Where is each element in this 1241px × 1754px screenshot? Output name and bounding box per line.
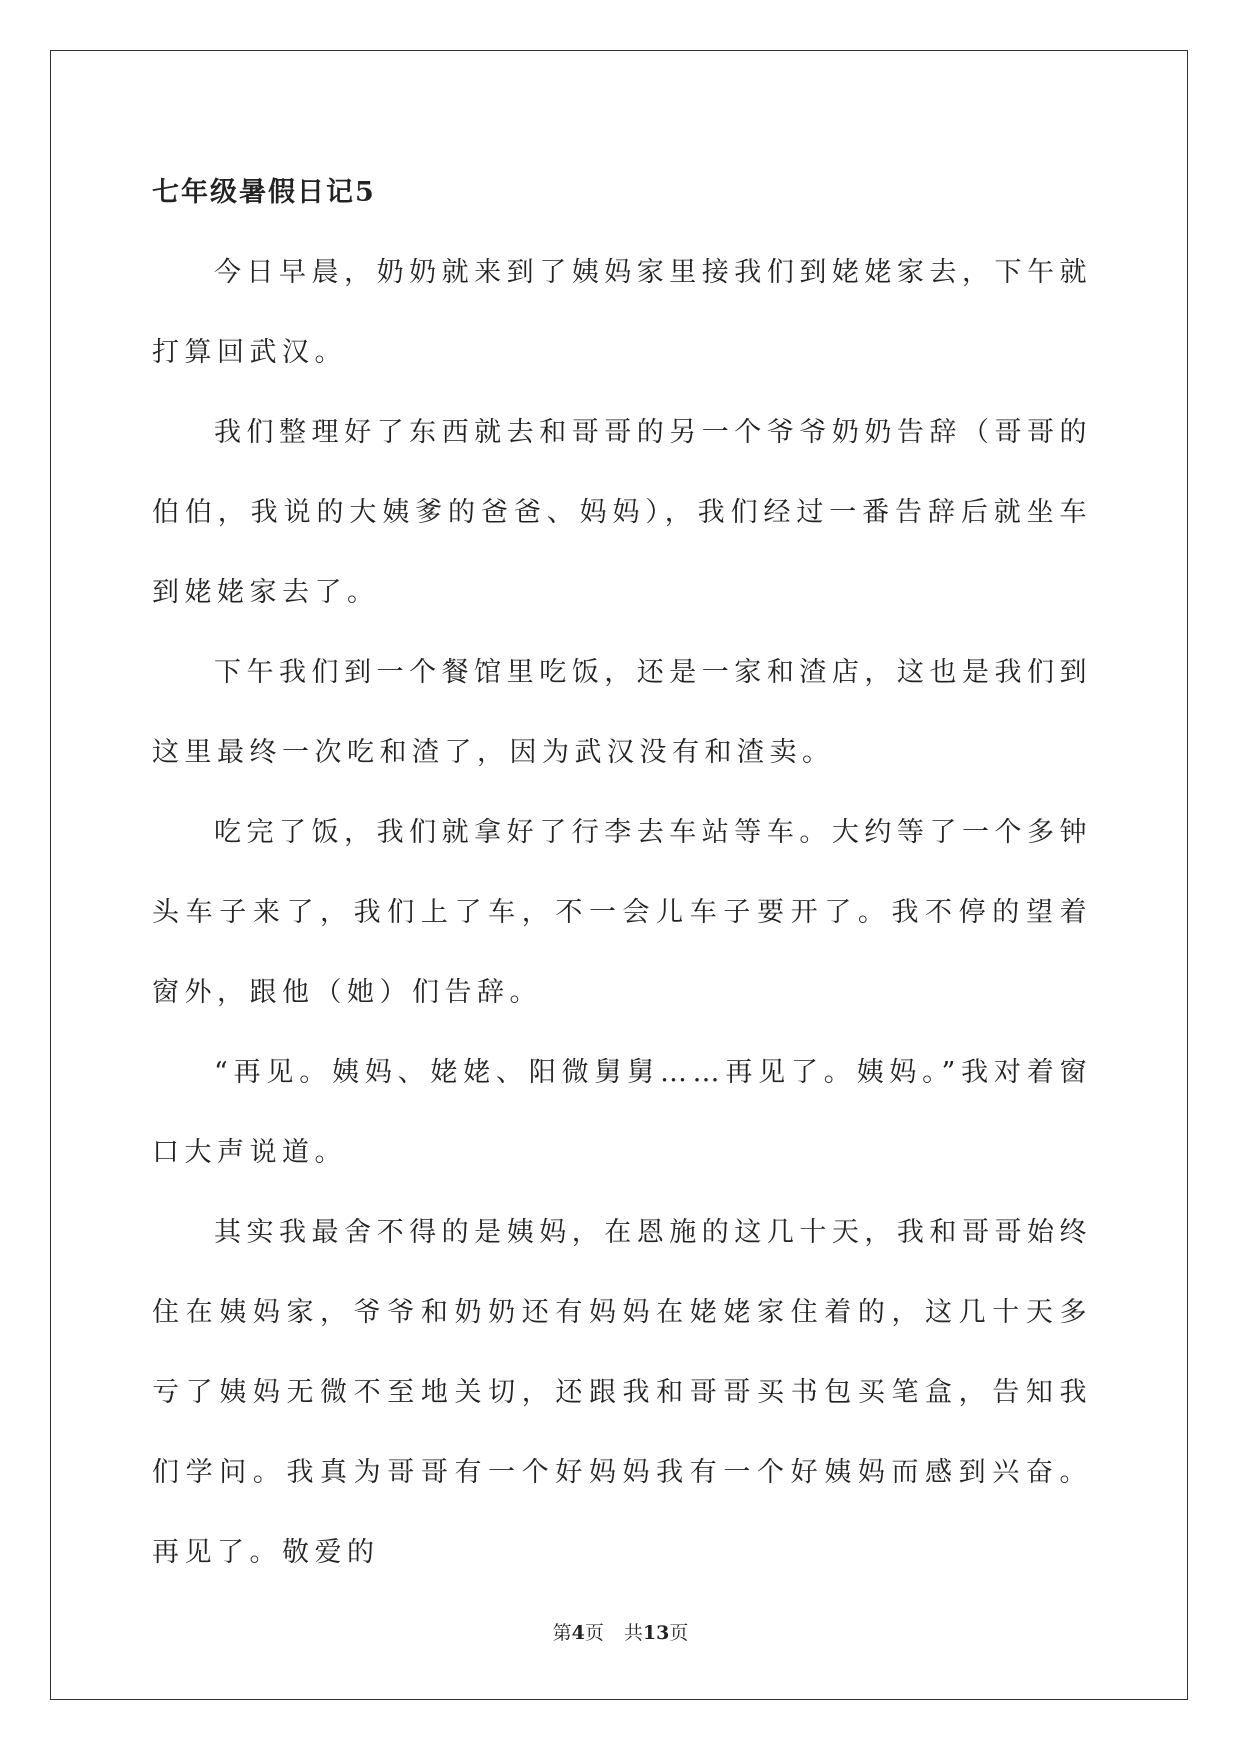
current-page-number: 4 [571, 1622, 585, 1644]
paragraph-3: 下午我们到一个餐馆里吃饭，还是一家和渣店，这也是我们到这里最终一次吃和渣了，因为武汉没有和渣卖。 [152, 657, 1092, 768]
paragraph-6: 其实我最舍不得的是姨妈，在恩施的这几十天，我和哥哥始终住在姨妈家，爷爷和奶奶还有妈妈在姥姥家住着的，这几十天多亏了姨妈无微不至地关切，还跟我和哥哥买书包买笔盒，告知我们学问。我真为哥哥有一个好妈妈我有一个好姨妈而感到兴奋。再见了。敬爱的 [152, 1217, 1092, 1568]
paragraph-4: 吃完了饭，我们就拿好了行李去车站等车。大约等了一个多钟头车子来了，我们上了车，不一会儿车子要开了。我不停的望着窗外，跟他（她）们告辞。 [152, 817, 1092, 1008]
document-body [152, 153, 1092, 1593]
paragraph-1: 今日早晨，奶奶就来到了姨妈家里接我们到姥姥家去，下午就打算回武汉。 [152, 257, 1092, 368]
page-footer [0, 1618, 1241, 1645]
paragraph-2: 我们整理好了东西就去和哥哥的另一个爷爷奶奶告辞（哥哥的伯伯，我说的大姨爹的爸爸、妈妈），我们经过一番告辞后就坐车到姥姥家去了。 [152, 417, 1092, 608]
page-indicator: 第4页 [552, 1622, 604, 1644]
document-title: 七年级暑假日记5 [152, 177, 376, 208]
total-pages-number: 13 [642, 1622, 670, 1644]
paragraph-5: “再见。姨妈、姥姥、阳微舅舅……再见了。姨妈。”我对着窗口大声说道。 [152, 1057, 1092, 1168]
total-pages-indicator: 共13页 [623, 1622, 689, 1644]
